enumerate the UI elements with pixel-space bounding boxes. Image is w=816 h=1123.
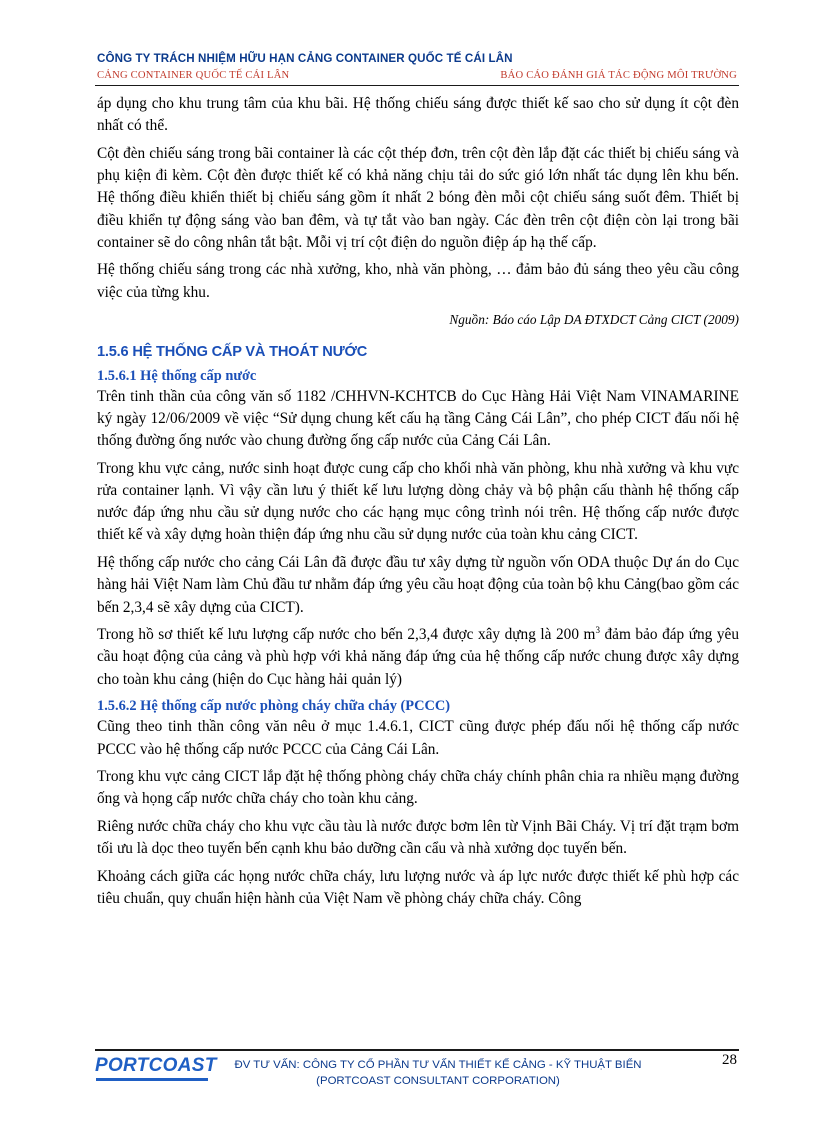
paragraph: Hệ thống cấp nước cho cảng Cái Lân đã được đầu tư xây dựng từ nguồn vốn ODA thuộc Dự án do Cục hàng hải Việt Nam làm Chủ đầu tư nhằm đáp ứng yêu cầu hoạt động của toàn bộ khu Cảng(bao gồm các bến 2,3,4 sẽ xây dựng của CICT). (97, 554, 739, 616)
page-number: 28 (722, 1052, 737, 1068)
footer-consultant (212, 1057, 664, 1089)
text-run: đảm bảo đáp ứng yêu cầu hoạt động của cảng và phù hợp với khả năng đáp ứng của hệ thống cấp nước chung được xây dựng cho toàn khu cảng (hiện do Cục hàng hải quản lý) (97, 626, 739, 688)
section-heading: 1.5.6 HỆ THỐNG CẤP VÀ THOÁT NƯỚC (97, 343, 368, 360)
superscript: 3 (595, 625, 600, 636)
header-company-name: CÔNG TY TRÁCH NHIỆM HỮU HẠN CẢNG CONTAINER QUỐC TẾ CÁI LÂN (97, 52, 513, 65)
footer-divider (95, 1049, 739, 1051)
paragraph: Khoảng cách giữa các họng nước chữa cháy, lưu lượng nước và áp lực nước được thiết kế phù hợp các tiêu chuẩn, quy chuẩn hiện hành của Việt Nam về phòng cháy chữa cháy. Công (97, 868, 739, 908)
paragraph: Cũng theo tinh thần công văn nêu ở mục 1.4.6.1, CICT cũng được phép đấu nối hệ thống cấp nước PCCC vào hệ thống cấp nước PCCC của Cảng Cái Lân. (97, 718, 739, 758)
paragraph (97, 624, 739, 691)
paragraph: Trong khu vực cảng CICT lắp đặt hệ thống phòng cháy chữa cháy chính phân chia ra nhiều mạng đường ống và họng cấp nước chữa cháy cho toàn khu cảng. (97, 768, 739, 808)
text-run: Trong hồ sơ thiết kế lưu lượng cấp nước cho bến 2,3,4 được xây dựng là 200 m (97, 626, 596, 644)
document-body (97, 93, 739, 916)
footer-line-1: ĐV TƯ VẤN: CÔNG TY CỔ PHẦN TƯ VẤN THIẾT KẾ CẢNG - KỸ THUẬT BIỂN (234, 1059, 642, 1071)
paragraph: Hệ thống chiếu sáng trong các nhà xưởng, kho, nhà văn phòng, … đảm bảo đủ sáng theo yêu cầu công việc của từng khu. (97, 261, 739, 301)
subsection-heading: 1.5.6.1 Hệ thống cấp nước (97, 367, 257, 384)
footer-line-2: (PORTCOAST CONSULTANT CORPORATION) (316, 1075, 560, 1087)
paragraph: Riêng nước chữa cháy cho khu vực cầu tàu là nước được bơm lên từ Vịnh Bãi Cháy. Vị trí đặt trạm bơm tối ưu là dọc theo tuyến bến cạnh khu bảo dưỡng cần cẩu và nhà xưởng dọc tuyến bến. (97, 818, 739, 858)
source-citation: Nguồn: Báo cáo Lập DA ĐTXDCT Cảng CICT (2009) (449, 312, 739, 328)
portcoast-logo: PORTCOAST (95, 1055, 217, 1076)
logo-underline (96, 1078, 208, 1081)
paragraph: Trong khu vực cảng, nước sinh hoạt được cung cấp cho khối nhà văn phòng, khu nhà xưởng và khu vực rửa container lạnh. Vì vậy cần lưu ý thiết kế lưu lượng dòng chảy và bộ phận cấu thành hệ thống cấp nước đáp ứng nhu cầu sử dụng nước cho các hạng mục công trình nói trên. Hệ thống cấp nước được thiết kế và xây dựng hoàn thiện đáp ứng nhu cầu sử dụng nước của toàn khu cảng CICT. (97, 459, 739, 544)
header-right-title: BÁO CÁO ĐÁNH GIÁ TÁC ĐỘNG MÔI TRƯỜNG (500, 70, 737, 81)
subsection-heading: 1.5.6.2 Hệ thống cấp nước phòng cháy chữa cháy (PCCC) (97, 698, 451, 715)
header-divider (95, 85, 739, 86)
paragraph: Trên tinh thần của công văn số 1182 /CHHVN-KCHTCB do Cục Hàng Hải Việt Nam VINAMARINE ký ngày 12/06/2009 về việc “Sử dụng chung kết cấu hạ tầng Cảng Cái Lân”, cho phép CICT đấu nối hệ thống đường ống nước vào chung đường ống cấp nước của Cảng Cái Lân. (97, 387, 739, 450)
header-left-title: CẢNG CONTAINER QUỐC TẾ CÁI LÂN (97, 70, 290, 81)
paragraph: Cột đèn chiếu sáng trong bãi container là các cột thép đơn, trên cột đèn lắp đặt các thiết bị chiếu sáng và phụ kiện đi kèm. Cột đèn được thiết kế có khả năng chịu tải do sức gió lớn nhất tác dụng lên khu bến. Hệ thống điều khiển thiết bị chiếu sáng gồm ít nhất 2 bóng đèn mỗi cột chiếu sáng suốt đêm. Thiết bị điều khiển tự động sáng vào ban đêm, và tự tắt vào ban ngày. Các đèn trên cột điện còn lại trong bãi container sẽ do công nhân tắt bật. Mỗi vị trí cột điện do nguồn điệp áp hạ thế cấp. (97, 144, 739, 251)
paragraph: áp dụng cho khu trung tâm của khu bãi. Hệ thống chiếu sáng được thiết kế sao cho sử dụng ít cột đèn nhất có thể. (97, 95, 739, 135)
